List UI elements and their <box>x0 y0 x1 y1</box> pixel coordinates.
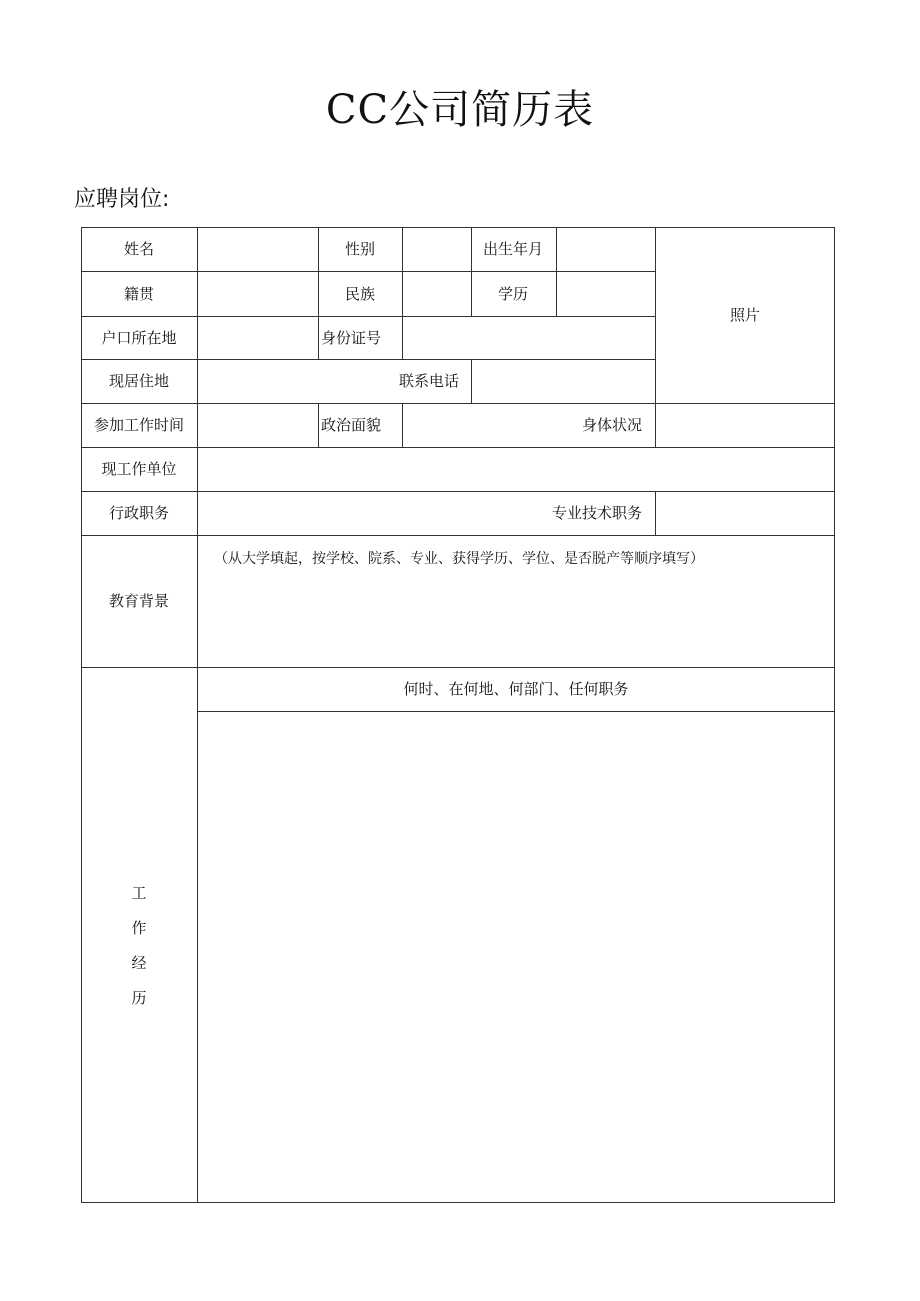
id-number-label: 身份证号 <box>320 329 382 347</box>
work-history-char: 历 <box>131 989 147 1007</box>
political-status-label: 政治面貌 <box>320 416 382 434</box>
current-address-label: 现居住地 <box>108 372 170 390</box>
education-level-label: 学历 <box>497 285 529 303</box>
column-divider <box>402 403 403 448</box>
phone-label: 联系电话 <box>398 372 459 390</box>
row-divider <box>81 447 835 448</box>
row-divider <box>81 271 656 272</box>
table-border-bottom <box>81 1202 835 1203</box>
photo-label: 照片 <box>729 306 761 324</box>
table-border-left <box>81 227 82 1203</box>
native-place-label: 籍贯 <box>123 285 155 303</box>
column-divider <box>318 227 319 360</box>
work-history-vertical-label <box>129 876 149 1016</box>
row-divider <box>81 667 835 668</box>
column-divider <box>318 403 319 448</box>
row-divider <box>81 316 656 317</box>
health-status-label: 身体状况 <box>581 416 642 434</box>
column-divider <box>471 359 472 404</box>
row-divider <box>81 491 835 492</box>
column-divider <box>655 491 656 536</box>
form-title: CC公司简历表 <box>325 87 595 133</box>
work-history-char: 经 <box>131 954 147 972</box>
column-divider <box>471 227 472 316</box>
work-start-time-label: 参加工作时间 <box>93 416 185 434</box>
work-history-header: 何时、在何地、何部门、任何职务 <box>403 680 629 698</box>
applied-position-label: 应聘岗位: <box>74 187 170 212</box>
column-divider <box>556 227 557 316</box>
table-border-top <box>81 227 835 228</box>
current-employer-label: 现工作单位 <box>101 460 177 478</box>
work-history-char: 工 <box>131 884 147 902</box>
row-divider <box>81 359 656 360</box>
column-divider <box>402 316 403 360</box>
administrative-position-label: 行政职务 <box>108 504 170 522</box>
column-divider <box>402 227 403 316</box>
professional-title-label: 专业技术职务 <box>551 504 642 522</box>
birth-date-label: 出生年月 <box>482 240 544 258</box>
row-divider <box>81 535 835 536</box>
gender-label: 性别 <box>344 240 376 258</box>
column-divider <box>655 227 656 448</box>
ethnicity-label: 民族 <box>344 285 376 303</box>
name-label: 姓名 <box>123 240 155 258</box>
work-history-char: 作 <box>131 919 147 937</box>
table-border-right <box>834 227 835 1203</box>
row-divider <box>197 711 835 712</box>
education-instructions: （从大学填起，按学校、院系、专业、获得学历、学位、是否脱产等顺序填写） <box>214 551 704 567</box>
column-divider <box>197 227 198 1203</box>
household-registration-label: 户口所在地 <box>101 329 177 347</box>
row-divider <box>81 403 835 404</box>
education-background-label: 教育背景 <box>108 592 170 610</box>
